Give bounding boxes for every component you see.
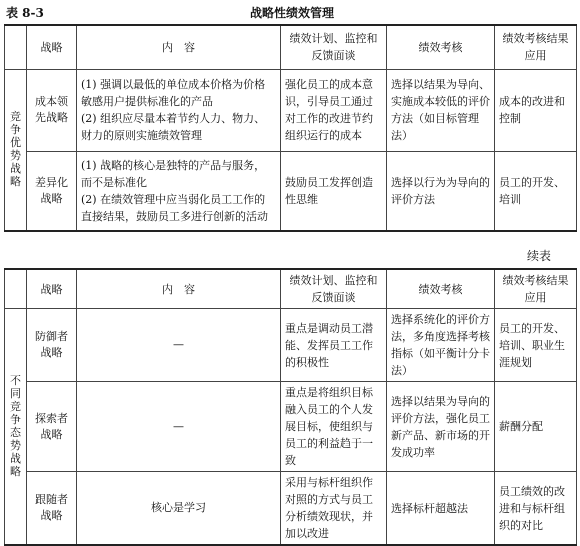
application-cell: 薪酬分配 — [495, 382, 577, 472]
table-number: 表 8-3 — [6, 6, 44, 20]
application-cell: 成本的改进和控制 — [495, 69, 577, 151]
table-header-row — [5, 25, 577, 69]
table-row — [5, 69, 577, 151]
content-cell: (1) 强调以最低的单位成本价格为价格敏感用户提供标准化的产品 (2) 组织应尽量本着节约人力、物力、财力的原则实施绩效管理 — [77, 69, 281, 151]
strategy-cell: 成本领先战略 — [27, 69, 77, 151]
application-cell: 员工的开发、培训 — [495, 151, 577, 231]
table-title: 战略性绩效管理 — [250, 6, 335, 20]
header-blank — [5, 269, 27, 309]
strategy-table-part2 — [4, 268, 577, 546]
header-appraisal: 绩效考核 — [387, 25, 495, 69]
plan-cell: 强化员工的成本意识，引导员工通过对工作的改进节约组织运行的成本 — [281, 69, 387, 151]
table-row — [5, 309, 577, 382]
strategy-cell: 探索者战略 — [27, 382, 77, 472]
appraisal-cell: 选择以结果为导向、实施成本较低的评价方法（如目标管理法） — [387, 69, 495, 151]
header-application: 绩效考核结果应用 — [495, 25, 577, 69]
strategy-cell: 差异化战略 — [27, 151, 77, 231]
group-label: 竞争优势战略 — [5, 69, 27, 231]
appraisal-cell: 选择以行为为导向的评价方法 — [387, 151, 495, 231]
header-strategy: 战略 — [27, 25, 77, 69]
content-cell: — — [77, 382, 281, 472]
application-cell: 员工的开发、培训、职业生涯规划 — [495, 309, 577, 382]
content-cell: 核心是学习 — [77, 472, 281, 546]
header-content: 内 容 — [77, 25, 281, 69]
appraisal-cell: 选择系统化的评价方法，多角度选择考核指标（如平衡计分卡法） — [387, 309, 495, 382]
table-row — [5, 151, 577, 231]
appraisal-cell: 选择以结果为导向的评价方法，强化员工新产品、新市场的开发成功率 — [387, 382, 495, 472]
table-row — [5, 382, 577, 472]
table-header-row — [5, 269, 577, 309]
header-content: 内 容 — [77, 269, 281, 309]
strategy-cell: 跟随者战略 — [27, 472, 77, 546]
plan-cell: 鼓励员工发挥创造性思维 — [281, 151, 387, 231]
application-cell: 员工绩效的改进和与标杆组织的对比 — [495, 472, 577, 546]
strategy-cell: 防御者战略 — [27, 309, 77, 382]
group-label: 不同竞争态势战略 — [5, 309, 27, 546]
strategy-table-part1 — [4, 24, 577, 232]
continued-label: 续表 — [527, 249, 552, 263]
header-blank — [5, 25, 27, 69]
header-strategy: 战略 — [27, 269, 77, 309]
content-cell: (1) 战略的核心是独特的产品与服务，而不是标准化 (2) 在绩效管理中应当弱化员工工作的直接结果，鼓励员工多进行创新的活动 — [77, 151, 281, 231]
plan-cell: 重点是将组织目标融入员工的个人发展目标，使组织与员工的利益趋于一致 — [281, 382, 387, 472]
plan-cell: 采用与标杆组织作对照的方式与员工分析绩效现状，并加以改进 — [281, 472, 387, 546]
header-appraisal: 绩效考核 — [387, 269, 495, 309]
table-row — [5, 472, 577, 546]
header-plan: 绩效计划、监控和反馈面谈 — [281, 269, 387, 309]
header-application: 绩效考核结果应用 — [495, 269, 577, 309]
content-cell: — — [77, 309, 281, 382]
plan-cell: 重点是调动员工潜能、发挥员工工作的积极性 — [281, 309, 387, 382]
header-plan: 绩效计划、监控和反馈面谈 — [281, 25, 387, 69]
appraisal-cell: 选择标杆超越法 — [387, 472, 495, 546]
